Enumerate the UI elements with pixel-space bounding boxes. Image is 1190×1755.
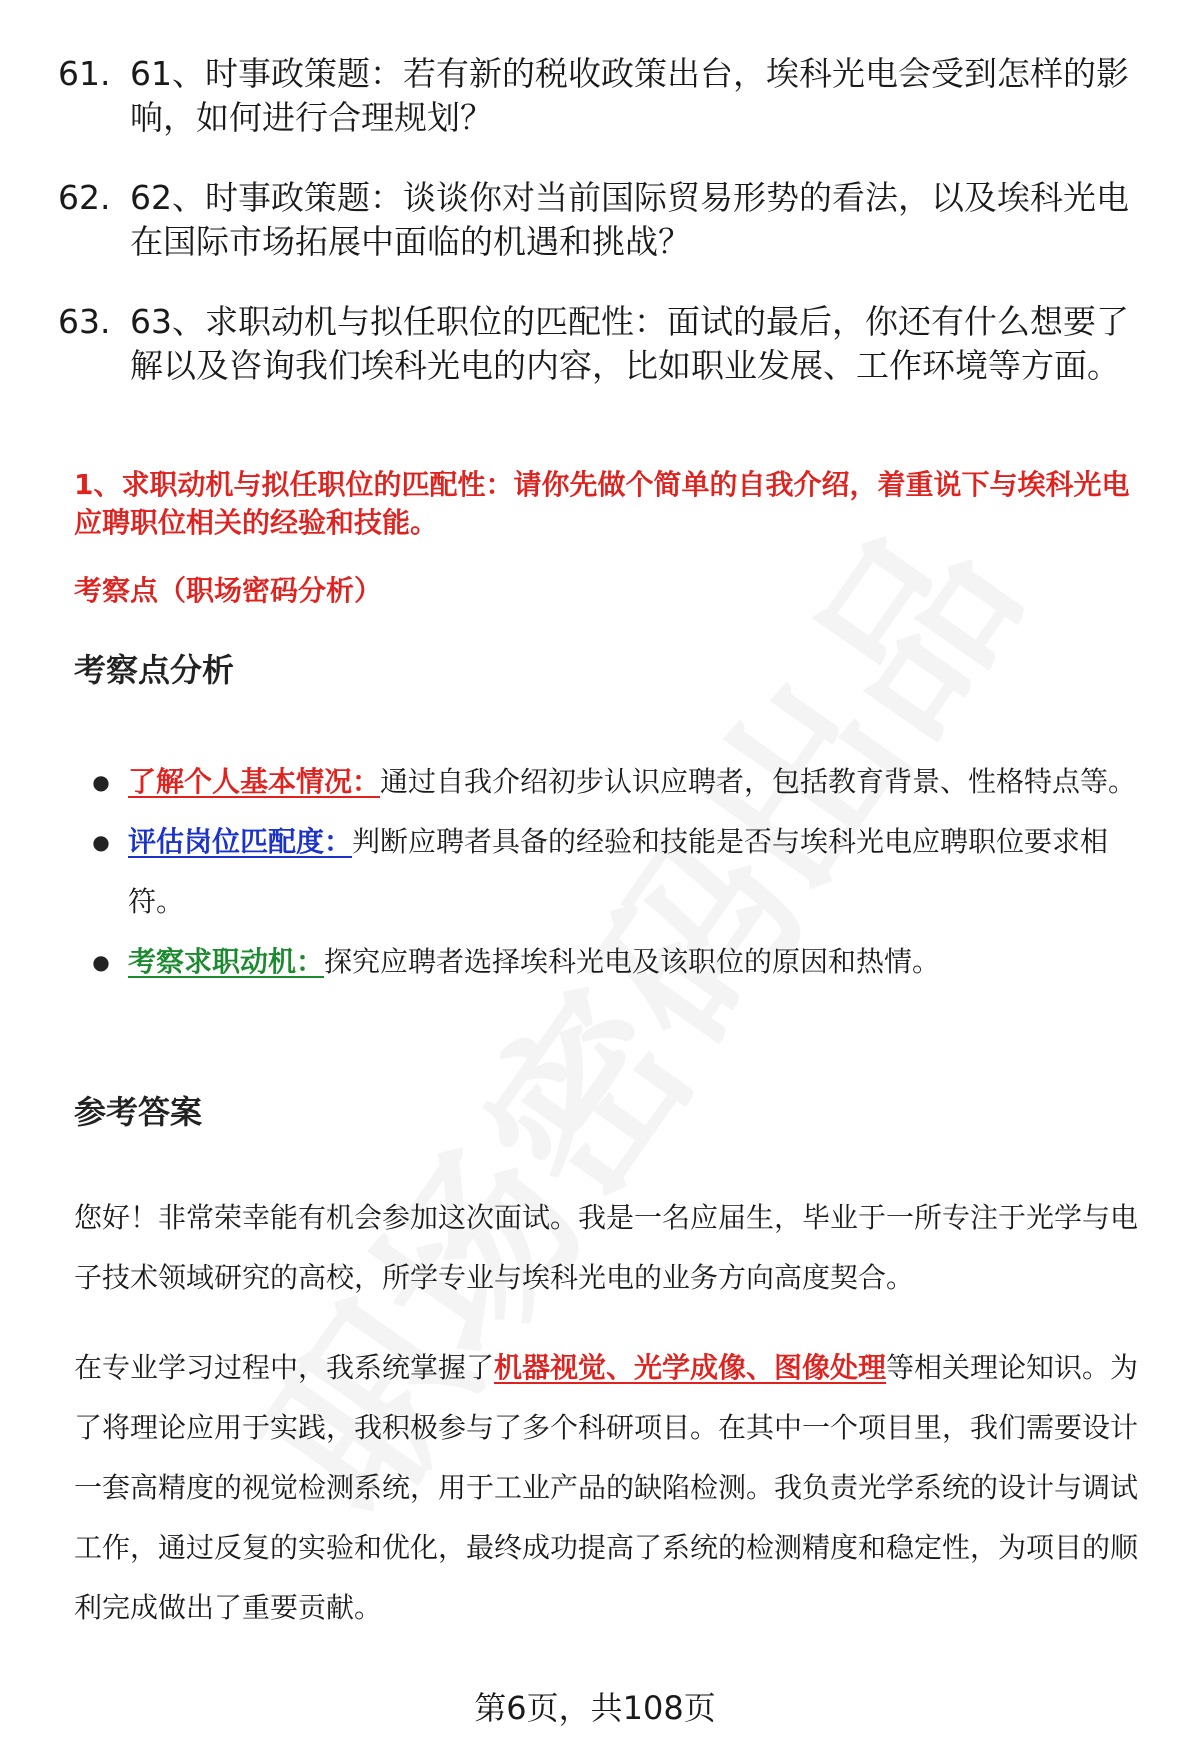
answer-heading: 参考答案 [74,1093,203,1131]
question-text: 61、时事政策题：若有新的税收政策出台，埃科光电会受到怎样的影响，如何进行合理规划？ [130,54,1129,137]
analysis-item [74,932,1154,992]
answer-highlight: 机器视觉、光学成像、图像处理 [494,1351,887,1384]
analysis-item [74,752,1154,812]
question-text: 62、时事政策题：谈谈你对当前国际贸易形势的看法，以及埃科光电在国际市场拓展中面临的机遇和挑战？ [130,178,1129,261]
analysis-key: 评估岗位匹配度： [128,825,353,858]
bullet-icon: ● [92,950,110,974]
bullet-icon: ● [92,830,110,854]
question-number: 63. [58,302,111,341]
analysis-list [74,752,1154,992]
question-item [58,176,1158,264]
section-subtitle: 考察点（职场密码分析） [74,574,383,607]
answer-text: 在专业学习过程中，我系统掌握了 [74,1351,495,1384]
question-item [58,52,1158,140]
bullet-icon: ● [92,770,110,794]
question-number: 62. [58,178,111,217]
analysis-key: 考察求职动机： [128,945,325,978]
question-text: 63、求职动机与拟任职位的匹配性：面试的最后，你还有什么想要了解以及咨询我们埃科光电的内容，比如职业发展、工作环境等方面。 [130,302,1129,385]
page-footer: 第6页，共108页 [474,1689,716,1727]
analysis-text: 判断应聘者具备的经验和技能是否与埃科光电应聘职位要求相符。 [128,825,1109,918]
section-title: 1、求职动机与拟任职位的匹配性：请你先做个简单的自我介绍，着重说下与埃科光电应聘职位相关的经验和技能。 [74,468,1130,539]
answer-paragraph: 您好！非常荣幸能有机会参加这次面试。我是一名应届生，毕业于一所专注于光学与电子技术领域研究的高校，所学专业与埃科光电的业务方向高度契合。 [74,1201,1139,1294]
answer-text: 等相关理论知识。为了将理论应用于实践，我积极参与了多个科研项目。在其中一个项目里，我们需要设计一套高精度的视觉检测系统，用于工业产品的缺陷检测。我负责光学系统的设计与调试工作，通过反复的实验和优化，最终成功提高了系统的检测精度和稳定性，为项目的顺利完成做出了重要贡献。 [74,1351,1139,1624]
analysis-key: 了解个人基本情况： [128,765,381,798]
analysis-text: 探究应聘者选择埃科光电及该职位的原因和热情。 [324,945,941,978]
analysis-heading: 考察点分析 [74,651,235,689]
answer-paragraph [74,1338,1164,1638]
question-list [58,52,1158,424]
analysis-item [74,812,1154,932]
question-number: 61. [58,54,111,93]
question-item [58,300,1158,388]
analysis-text: 通过自我介绍初步认识应聘者，包括教育背景、性格特点等。 [380,765,1137,798]
